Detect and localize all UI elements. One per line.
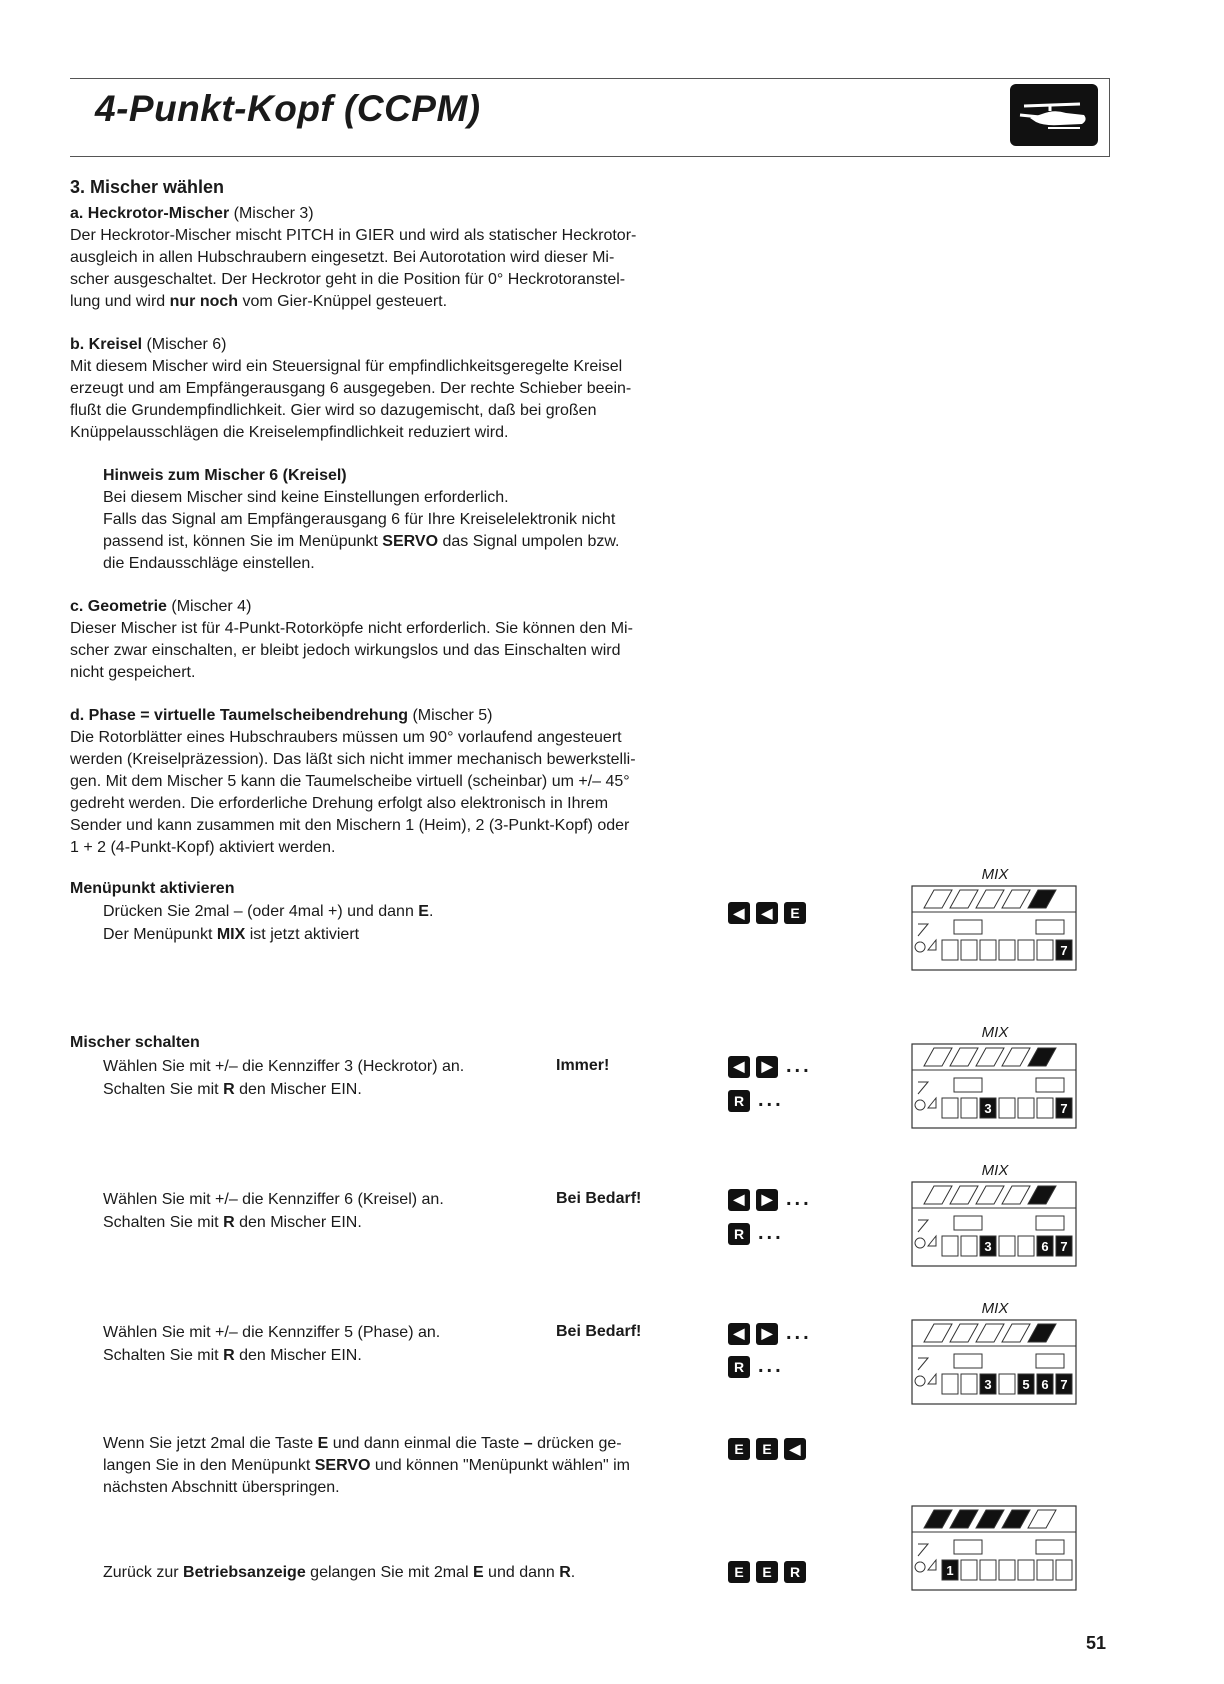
servo-line2-pre: langen Sie in den Menüpunkt	[103, 1457, 315, 1474]
switch-row-line2-bold: R	[223, 1347, 235, 1364]
lcd-bar-segment	[1002, 890, 1030, 908]
lcd-bar-segment	[1028, 890, 1056, 908]
lcd-bar-segment	[950, 1048, 978, 1066]
back-bold2: E	[472, 1564, 484, 1581]
lcd-bar-segment	[976, 1048, 1004, 1066]
lcd-digit: 1	[946, 1563, 954, 1578]
switch-row-2	[103, 1188, 444, 1234]
lcd-digit-cell	[961, 1560, 977, 1580]
e-key-icon: E	[784, 902, 806, 924]
a-line: scher ausgeschaltet. Der Heckrotor geht in die Position für 0° Heckrotoranstel-	[70, 271, 626, 288]
hint-line3-post: das Signal umpolen bzw.	[438, 533, 620, 550]
servo-note	[103, 1433, 701, 1499]
lcd-bar-segment	[1028, 1186, 1056, 1204]
hint-line: Falls das Signal am Empfängerausgang 6 für Ihre Kreiselelektronik nicht	[103, 511, 616, 528]
lcd-digit-cell	[961, 1374, 977, 1394]
switch-keys-3b	[728, 1355, 784, 1378]
e-key-icon: E	[756, 1561, 778, 1583]
lcd-bar-segment	[950, 1186, 978, 1204]
e-key-icon: E	[756, 1438, 778, 1460]
lcd-digit-cell	[999, 1560, 1015, 1580]
repeat-dots: ...	[758, 1089, 784, 1111]
switch-keys-1a	[728, 1055, 812, 1078]
lcd-bar-segment	[924, 1186, 952, 1204]
lcd-small-box	[954, 1354, 982, 1368]
r-key-icon: R	[728, 1356, 750, 1378]
lcd-digit-cell	[999, 1236, 1015, 1256]
lcd-mode-icon	[915, 1358, 936, 1386]
lcd-digit-cell	[1056, 1560, 1072, 1580]
hint-block	[103, 465, 703, 575]
lcd-screen	[910, 1180, 1080, 1270]
repeat-dots: ...	[758, 1222, 784, 1244]
r-key-icon: R	[784, 1561, 806, 1583]
lcd-label: MIX	[981, 866, 1009, 883]
lcd-digit: 7	[1060, 1239, 1068, 1254]
lcd-label: MIX	[981, 1300, 1009, 1317]
c-line: scher zwar einschalten, er bleibt jedoch wirkungslos und das Einschalten wird	[70, 642, 621, 659]
plus-key-icon: ▶	[756, 1056, 778, 1078]
lcd-mode-icon	[915, 1544, 936, 1572]
c-label: c. Geometrie	[70, 598, 167, 615]
switch-row-line2-post: den Mischer EIN.	[234, 1347, 362, 1364]
repeat-dots: ...	[786, 1188, 812, 1210]
activate-text	[103, 900, 433, 946]
lcd-bar-segment	[1028, 1324, 1056, 1342]
plus-key-icon: ▶	[756, 1189, 778, 1211]
servo-line1-bold2: –	[523, 1435, 533, 1452]
lcd-label: MIX	[981, 1162, 1009, 1179]
servo-line2-post: und können "Menüpunkt wählen" im	[370, 1457, 630, 1474]
lcd-digit-cell	[1037, 1560, 1053, 1580]
e-key-icon: E	[728, 1561, 750, 1583]
lcd-digit-cell	[961, 940, 977, 960]
lcd-digit-cell	[980, 1560, 996, 1580]
lcd-digit-cell	[999, 1098, 1015, 1118]
switch-title: Mischer schalten	[70, 1034, 200, 1051]
lcd-digit-cell	[961, 1098, 977, 1118]
d-line: Sender und kann zusammen mit den Mischern 1 (Heim), 2 (3-Punkt-Kopf) oder	[70, 817, 630, 834]
lcd-digit-cell	[1018, 940, 1034, 960]
lcd-digit-cell	[1037, 940, 1053, 960]
activate-line1-pre: Drücken Sie 2mal – (oder 4mal +) und dann	[103, 903, 419, 920]
d-line: gedreht werden. Die erforderliche Drehung erfolgt also elektronisch in Ihrem	[70, 795, 609, 812]
b-line: erzeugt und am Empfängerausgang 6 ausgegeben. Der rechte Schieber beein-	[70, 380, 632, 397]
back-note	[103, 1561, 575, 1584]
lcd-small-box	[954, 920, 982, 934]
lcd-bar-segment	[1028, 1048, 1056, 1066]
lcd-small-box	[954, 1216, 982, 1230]
switch-row-line1: Wählen Sie mit +/– die Kennziffer 6 (Kreisel) an.	[103, 1191, 444, 1208]
lcd-digit-cell	[980, 940, 996, 960]
lcd-digit-cell	[942, 940, 958, 960]
lcd-small-box	[954, 1078, 982, 1092]
helicopter-icon	[1010, 84, 1098, 146]
activate-line1-post: .	[428, 903, 434, 920]
back-bold1: Betriebsanzeige	[183, 1564, 306, 1581]
switch-note-2: Bei Bedarf!	[556, 1190, 642, 1207]
servo-line1-bold1: E	[317, 1435, 329, 1452]
lcd-digit-cell	[942, 1236, 958, 1256]
lcd-mode-icon	[915, 1082, 936, 1110]
lcd-bar-segment	[950, 1324, 978, 1342]
b-suffix: (Mischer 6)	[142, 336, 227, 353]
lcd-bar-segment	[976, 1510, 1004, 1528]
minus-key-icon: ◀	[728, 1323, 750, 1345]
lcd-digit: 7	[1060, 1101, 1068, 1116]
paragraph-a	[70, 203, 710, 313]
lcd-digit: 6	[1041, 1239, 1049, 1254]
lcd-screen	[910, 1318, 1080, 1408]
b-label: b. Kreisel	[70, 336, 143, 353]
lcd-digit-cell	[999, 940, 1015, 960]
lcd-digit-cell	[942, 1374, 958, 1394]
servo-line3: nächsten Abschnitt überspringen.	[103, 1479, 340, 1496]
hint-line: die Endausschläge einstellen.	[103, 555, 315, 572]
hint-line3-pre: passend ist, können Sie im Menüpunkt	[103, 533, 383, 550]
lcd-digit-cell	[1018, 1236, 1034, 1256]
a-last-post: vom Gier-Knüppel gesteuert.	[238, 293, 448, 310]
lcd-digit-cell	[999, 1374, 1015, 1394]
switch-row-line2-pre: Schalten Sie mit	[103, 1214, 224, 1231]
activate-keys	[728, 902, 806, 924]
repeat-dots: ...	[758, 1355, 784, 1377]
back-post: .	[570, 1564, 576, 1581]
d-line: 1 + 2 (4-Punkt-Kopf) aktiviert werden.	[70, 839, 336, 856]
switch-row-line2-pre: Schalten Sie mit	[103, 1081, 224, 1098]
switch-row-line2-pre: Schalten Sie mit	[103, 1347, 224, 1364]
d-line: Die Rotorblätter eines Hubschraubers müssen um 90° vorlaufend angesteuert	[70, 729, 622, 746]
lcd-digit-cell	[942, 1098, 958, 1118]
lcd-bar-segment	[976, 1324, 1004, 1342]
lcd-digit: 6	[1041, 1377, 1049, 1392]
lcd-bar-segment	[924, 1048, 952, 1066]
lcd-small-box	[1036, 1078, 1064, 1092]
switch-row-line2-bold: R	[223, 1214, 235, 1231]
lcd-small-box	[1036, 920, 1064, 934]
lcd-mode-icon	[915, 1220, 936, 1248]
switch-row-line1: Wählen Sie mit +/– die Kennziffer 5 (Phase) an.	[103, 1324, 441, 1341]
lcd-digit-cell	[1018, 1560, 1034, 1580]
switch-row-line2-post: den Mischer EIN.	[234, 1081, 362, 1098]
lcd-digit: 3	[984, 1377, 992, 1392]
lcd-label: MIX	[981, 1024, 1009, 1041]
b-line: Mit diesem Mischer wird ein Steuersignal für empfindlichkeitsgeregelte Kreisel	[70, 358, 623, 375]
switch-keys-3a	[728, 1322, 812, 1345]
lcd-digit: 7	[1060, 943, 1068, 958]
lcd-bar-segment	[950, 1510, 978, 1528]
lcd-bar-segment	[1002, 1324, 1030, 1342]
activate-line2-post: ist jetzt aktiviert	[245, 926, 360, 943]
activate-line2-pre: Der Menüpunkt	[103, 926, 217, 943]
lcd-digit: 5	[1022, 1377, 1030, 1392]
lcd-bar-segment	[924, 890, 952, 908]
repeat-dots: ...	[786, 1055, 812, 1077]
servo-line1-mid: und dann einmal die Taste	[328, 1435, 524, 1452]
switch-keys-2a	[728, 1188, 812, 1211]
switch-row-line1: Wählen Sie mit +/– die Kennziffer 3 (Heckrotor) an.	[103, 1058, 465, 1075]
lcd-digit-cell	[1037, 1098, 1053, 1118]
back-keys	[728, 1561, 806, 1583]
lcd-screen	[910, 1042, 1080, 1132]
a-line: Der Heckrotor-Mischer mischt PITCH in GIER und wird als statischer Heckrotor-	[70, 227, 637, 244]
d-label: d. Phase = virtuelle Taumelscheibendrehung	[70, 707, 409, 724]
hint-line: Bei diesem Mischer sind keine Einstellungen erforderlich.	[103, 489, 509, 506]
d-suffix: (Mischer 5)	[408, 707, 493, 724]
a-line: ausgleich in allen Hubschraubern eingesetzt. Bei Autorotation wird dieser Mi-	[70, 249, 615, 266]
lcd-screen	[910, 1504, 1080, 1594]
minus-key-icon: ◀	[728, 1056, 750, 1078]
e-key-icon: E	[728, 1438, 750, 1460]
switch-row-line2-bold: R	[223, 1081, 235, 1098]
section-heading: 3. Mischer wählen	[70, 177, 225, 197]
back-pre: Zurück zur	[103, 1564, 184, 1581]
lcd-small-box	[1036, 1216, 1064, 1230]
lcd-bar-segment	[924, 1324, 952, 1342]
repeat-dots: ...	[786, 1322, 812, 1344]
lcd-digit-cell	[961, 1236, 977, 1256]
r-key-icon: R	[728, 1223, 750, 1245]
paragraph-c	[70, 596, 710, 684]
lcd-digit: 3	[984, 1101, 992, 1116]
r-key-icon: R	[728, 1090, 750, 1112]
lcd-bar-segment	[976, 890, 1004, 908]
page-title: 4-Punkt-Kopf (CCPM)	[95, 88, 481, 129]
lcd-bar-segment	[1002, 1048, 1030, 1066]
activate-title: Menüpunkt aktivieren	[70, 880, 235, 897]
lcd-bar-segment	[924, 1510, 952, 1528]
switch-note-1: Immer!	[556, 1057, 610, 1074]
switch-keys-2b	[728, 1222, 784, 1245]
lcd-digit: 7	[1060, 1377, 1068, 1392]
c-suffix: (Mischer 4)	[166, 598, 252, 615]
header-rule-bottom	[70, 156, 1110, 157]
lcd-small-box	[1036, 1354, 1064, 1368]
minus-key-icon: ◀	[756, 902, 778, 924]
b-line: flußt die Grundempfindlichkeit. Gier wird so dazugemischt, daß bei großen	[70, 402, 597, 419]
a-last-pre: lung und wird	[70, 293, 170, 310]
d-line: gen. Mit dem Mischer 5 kann die Taumelscheibe virtuell (scheinbar) um +/– 45°	[70, 773, 630, 790]
activate-line2-bold: MIX	[216, 926, 246, 943]
d-line: werden (Kreiselpräzession). Das läßt sich nicht immer mechanisch bewerkstelli-	[70, 751, 636, 768]
servo-line2-bold: SERVO	[314, 1457, 371, 1474]
back-mid: gelangen Sie mit 2mal	[305, 1564, 473, 1581]
switch-keys-1b	[728, 1089, 784, 1112]
switch-row-line2-post: den Mischer EIN.	[234, 1214, 362, 1231]
back-bold3: R	[559, 1564, 571, 1581]
lcd-bar-segment	[1002, 1510, 1030, 1528]
servo-keys	[728, 1438, 806, 1460]
switch-row-1	[103, 1055, 464, 1101]
minus-key-icon: ◀	[728, 1189, 750, 1211]
paragraph-d	[70, 705, 710, 859]
a-last-bold: nur noch	[169, 293, 239, 310]
a-label: a. Heckrotor-Mischer	[70, 205, 230, 222]
activate-line1-bold: E	[418, 903, 429, 920]
minus-key-icon: ◀	[784, 1438, 806, 1460]
servo-line1-post: drücken ge-	[532, 1435, 622, 1452]
lcd-digit: 3	[984, 1239, 992, 1254]
plus-key-icon: ▶	[756, 1323, 778, 1345]
lcd-bar-segment	[976, 1186, 1004, 1204]
servo-line1-pre: Wenn Sie jetzt 2mal die Taste	[103, 1435, 318, 1452]
lcd-small-box	[954, 1540, 982, 1554]
lcd-screen	[910, 884, 1080, 974]
lcd-bar-segment	[950, 890, 978, 908]
lcd-bar-segment	[1002, 1186, 1030, 1204]
paragraph-b	[70, 334, 710, 444]
lcd-bar-segment	[1028, 1510, 1056, 1528]
header-rule-right	[1109, 78, 1110, 156]
lcd-small-box	[1036, 1540, 1064, 1554]
hint-line3-bold: SERVO	[382, 533, 439, 550]
header-rule-top	[70, 78, 1110, 79]
c-line: nicht gespeichert.	[70, 664, 196, 681]
lcd-digit-cell	[1018, 1098, 1034, 1118]
back-mid2: und dann	[483, 1564, 560, 1581]
lcd-mode-icon	[915, 924, 936, 952]
switch-note-3: Bei Bedarf!	[556, 1323, 642, 1340]
page-number: 51	[1086, 1633, 1107, 1653]
hint-title: Hinweis zum Mischer 6 (Kreisel)	[103, 467, 347, 484]
minus-key-icon: ◀	[728, 902, 750, 924]
c-line: Dieser Mischer ist für 4-Punkt-Rotorköpfe nicht erforderlich. Sie können den Mi-	[70, 620, 633, 637]
b-line: Knüppelausschlägen die Kreiselempfindlichkeit reduziert wird.	[70, 424, 509, 441]
switch-row-3	[103, 1321, 440, 1367]
a-suffix: (Mischer 3)	[229, 205, 314, 222]
